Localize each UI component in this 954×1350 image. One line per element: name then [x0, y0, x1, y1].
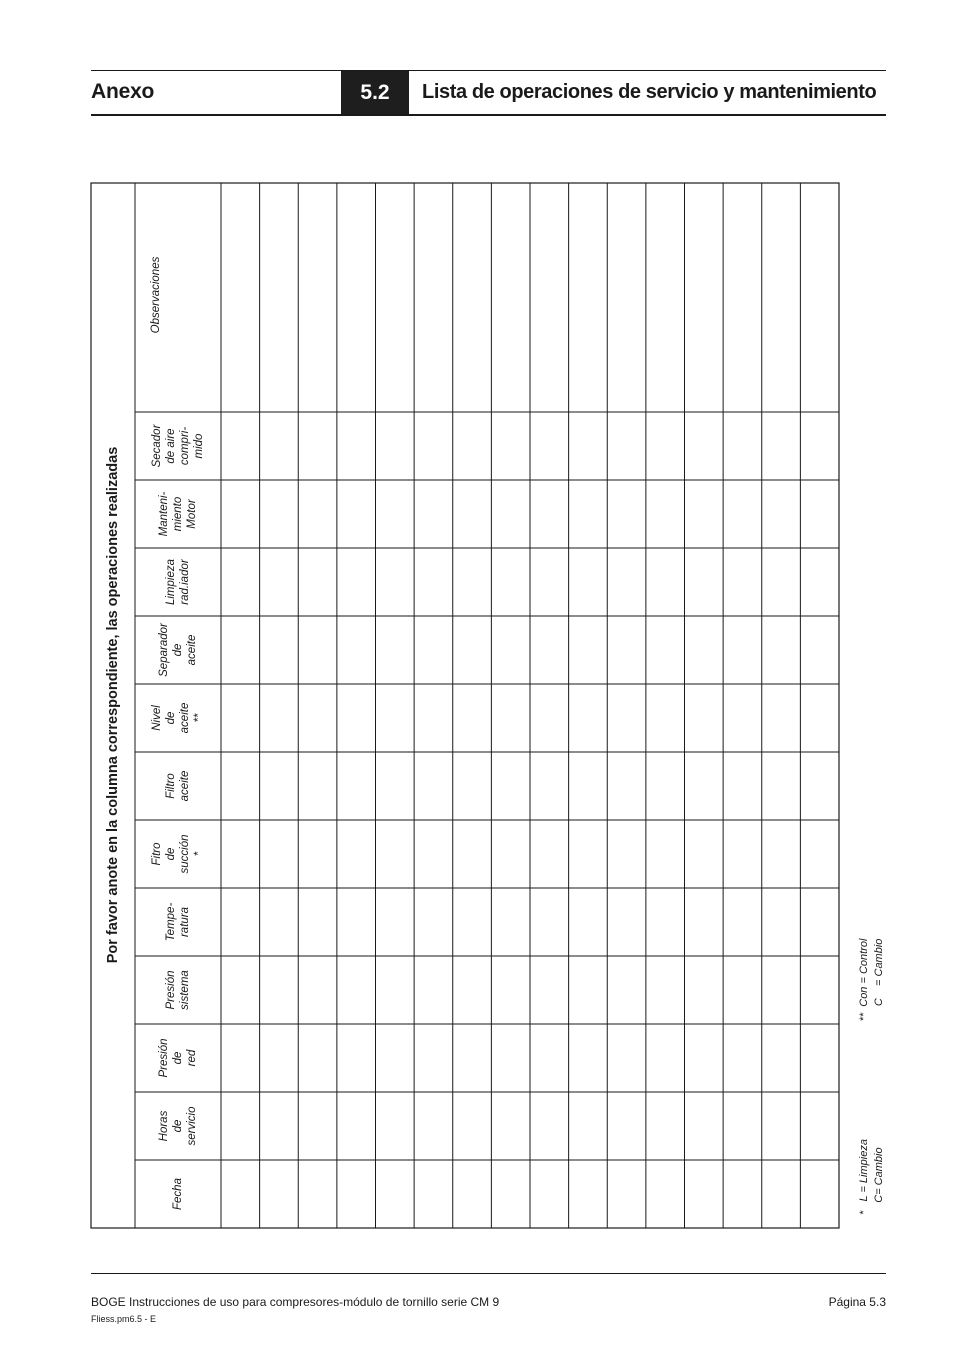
column-header-label: Horas de servicio [158, 1106, 198, 1146]
column-header-label: Observaciones [150, 256, 162, 334]
column-header-label: Filtro aceite [165, 770, 191, 802]
column-header-label: Presión sistema [165, 970, 191, 1010]
section-number-badge: 5.2 [341, 71, 409, 114]
column-header-label: Limpieza rad.iador [165, 558, 191, 606]
column-header-label: Tempe- ratura [165, 902, 191, 942]
section-label: Anexo [91, 80, 155, 103]
column-header-label: Manteni- miento Motor [158, 491, 198, 537]
column-header-label: Presión de red [158, 1038, 198, 1078]
column-header-label: Secador de aire compri- mido [151, 424, 205, 468]
legend-note-filter-text: * L = Limpieza C= Cambio [858, 1139, 885, 1215]
footer-rule [91, 1273, 886, 1274]
footer-page-number: Página 5.3 [828, 1295, 886, 1309]
footer-filename: Fliess.pm6.5 - E [91, 1314, 157, 1324]
legend-note-oil-text: ** Con = Control C = Cambio [858, 938, 885, 1022]
column-header-label: Fitro de succión * [151, 834, 205, 874]
column-header-label: Separador de aceite [158, 623, 198, 677]
column-header-label: Nivel de aceite ** [151, 702, 205, 734]
page-title: Lista de operaciones de servicio y mantenimiento [422, 81, 877, 103]
table-instruction-text: Por favor anote en la columna correspondiente, las operaciones realizadas [105, 446, 121, 964]
column-header-label: Fecha [172, 1178, 184, 1210]
footer-document: BOGE Instrucciones de uso para compresores-módulo de tornillo serie CM 9 [91, 1295, 500, 1309]
